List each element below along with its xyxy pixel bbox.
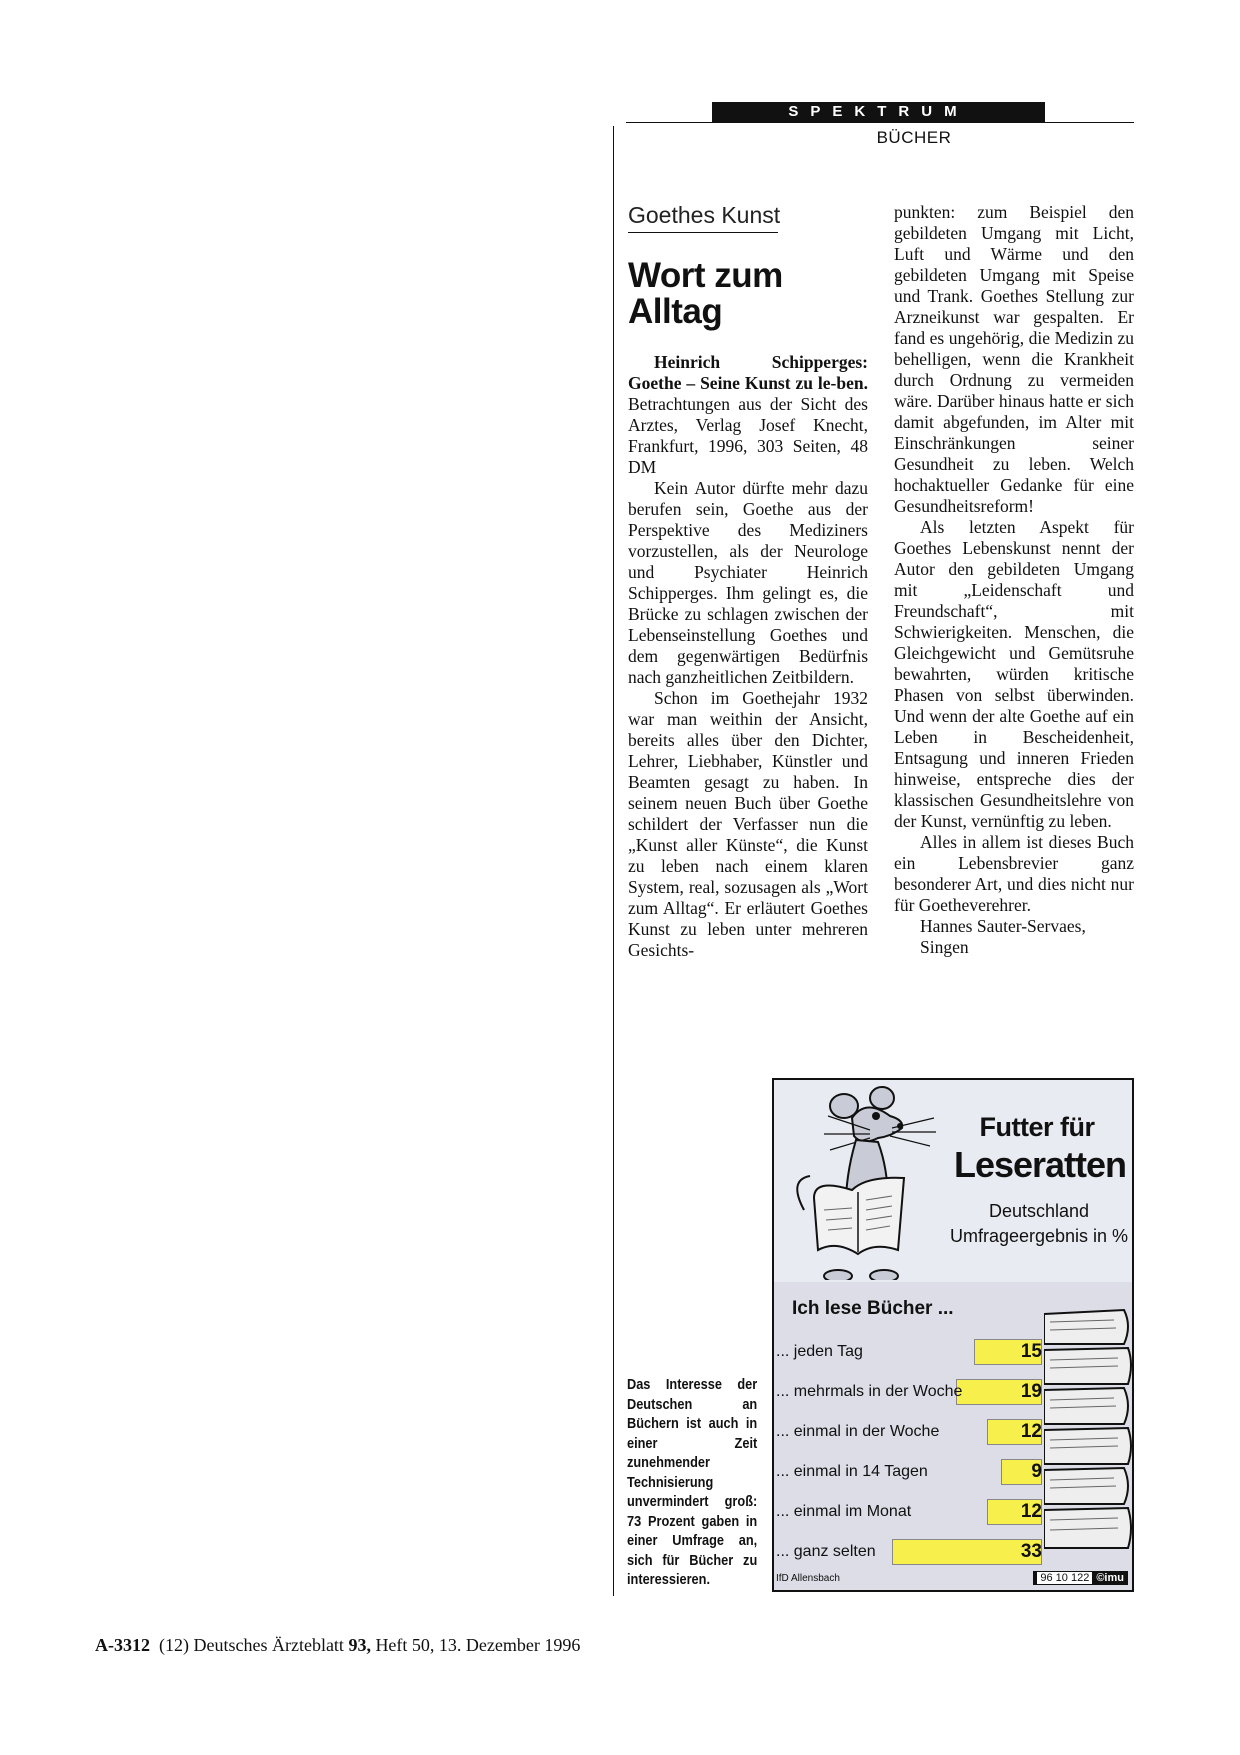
bar-label: ... ganz selten (776, 1543, 876, 1560)
infographic (772, 1078, 1134, 1592)
bar-label: ... einmal in 14 Tagen (776, 1463, 928, 1480)
graphic-subtitle-line-2: Umfrageergebnis in % (949, 1226, 1129, 1246)
bar-value: 19 (1020, 1381, 1042, 1402)
article-column-right (894, 202, 1134, 958)
journal-issue-prefix: (12) Deutsches Ärzteblatt (159, 1635, 349, 1655)
bar-row (774, 1535, 1044, 1567)
journal-issue-suffix: Heft 50, 13. Dezember 1996 (370, 1635, 581, 1655)
graphic-copyright (1033, 1571, 1128, 1585)
paragraph-2: Schon im Goethejahr 1932 war man weithin der Ansicht, bereits alles über den Dichter, Lehrer, Liebhaber, Künstler und Beamten gesagt zu haben. In seinem neuen Buch über Goethe schildert der Verfasser nun die „Kunst aller Künste“, die Kunst zu leben nach einem klaren System, real, sozusagen als „Wort zum Alltag“. Er erläutert Goethes Kunst zu leben unter mehreren Gesichts- (628, 688, 868, 960)
header-rule (626, 122, 1134, 123)
bar-row (774, 1375, 1044, 1407)
journal-volume: 93, (348, 1635, 371, 1655)
book-title: Heinrich Schipperges: Goethe – Seine Kunst zu le-ben. (628, 352, 868, 393)
page-number: A-3312 (95, 1635, 150, 1655)
graphic-heading: Ich lese Bücher ... (792, 1298, 954, 1319)
headline-line-1: Wort zum (628, 256, 783, 295)
paragraph-5: Alles in allem ist dieses Buch ein Lebensbrevier ganz besonderer Art, und dies nicht nur für Goetheverehrer. (894, 832, 1134, 915)
bar-label: ... einmal im Monat (776, 1503, 912, 1520)
bar-row (774, 1455, 1044, 1487)
book-reference (628, 352, 868, 478)
article-column-left (628, 352, 868, 961)
paragraph-4: Als letzten Aspekt für Goethes Lebenskunst nennt der Autor den gebildeten Umgang mit „Leidenschaft und Freundschaft“, mit Schwierigkeiten. Menschen, die Gleichgewicht und Gemütsruhe bewahrten, würden kritische Phasen von selbst überwinden. Und wenn der alte Goethe auf ein Leben in Bescheidenheit, Entsagung und inneren Frieden hinweise, entspreche dies der klassischen Gesundheitslehre von der Kunst, vernünftig zu leben. (894, 517, 1134, 831)
column-rule (613, 126, 614, 1596)
graphic-source: IfD Allensbach (776, 1573, 840, 1584)
bar-label: ... mehrmals in der Woche (776, 1383, 963, 1400)
book-details: Betrachtungen aus der Sicht des Arztes, Verlag Josef Knecht, Frankfurt, 1996, 303 Seiten, 48 DM (628, 394, 868, 477)
author-name: Hannes Sauter-Servaes, (920, 916, 1086, 936)
article-headline (628, 258, 873, 330)
article-kicker: Goethes Kunst (628, 202, 778, 233)
bar-value: 12 (1020, 1421, 1042, 1442)
graphic-copyright-mark: ©imu (1096, 1572, 1124, 1584)
bar-label: ... jeden Tag (776, 1343, 863, 1360)
author-place: Singen (920, 937, 969, 957)
graphic-title-line-1: Futter für (979, 1112, 1095, 1142)
graphic-subtitle-line-1: Deutschland (988, 1201, 1090, 1221)
page-footer (95, 1635, 580, 1656)
paragraph-1: Kein Autor dürfte mehr dazu berufen sein, Goethe aus der Perspektive des Mediziners vorzustellen, als der Neurologe und Psychiater Heinrich Schipperges. Ihm gelingt es, die Brücke zu schlagen zwischen der Lebenseinstellung Goethes und dem gegenwärtigen Bedürfnis nach ganzheitlichen Zeitbildern. (628, 478, 868, 687)
bar (892, 1539, 1042, 1565)
section-band: SPEKTRUM (712, 102, 1045, 122)
bar-row (774, 1495, 1044, 1527)
paragraph-3: punkten: zum Beispiel den gebildeten Umgang mit Licht, Luft und Wärme und den gebildeten Umgang mit Speise und Trank. Goethes Stellung zur Arzneikunst war gespalten. Er fand es ungehörig, die Medizin zu behelligen, wenn die Krankheit durch Ordnung zu vermeiden wäre. Darüber hinaus hatte er sich damit abgefunden, im Alter mit Einschränkungen seiner Gesundheit zu leben. Welch hochaktueller Gedanke für eine Gesundheitsreform! (894, 202, 1134, 516)
graphic-title-line-2: Leseratten (953, 1144, 1127, 1185)
headline-line-2: Alltag (628, 292, 723, 331)
section-subtitle: BÜCHER (876, 128, 952, 147)
bar-value: 12 (1020, 1501, 1042, 1522)
graphic-caption: Das Interesse der Deutschen an Büchern ist auch in einer Zeit zunehmender Technisierung unvermindert groß: 73 Prozent gaben in einer Umfrage an, sich für Bücher zu interessieren. (627, 1377, 758, 1588)
bar-value: 15 (1020, 1341, 1042, 1362)
graphic-code: 96 10 122 (1037, 1572, 1092, 1584)
bar-row (774, 1415, 1044, 1447)
bar-row (774, 1335, 1044, 1367)
bar-value: 9 (1031, 1461, 1042, 1482)
rat-reading-illustration (774, 1080, 944, 1280)
book-stack-icon (1044, 1308, 1134, 1574)
bar-label: ... einmal in der Woche (776, 1423, 940, 1440)
bar-value: 33 (1020, 1541, 1042, 1562)
